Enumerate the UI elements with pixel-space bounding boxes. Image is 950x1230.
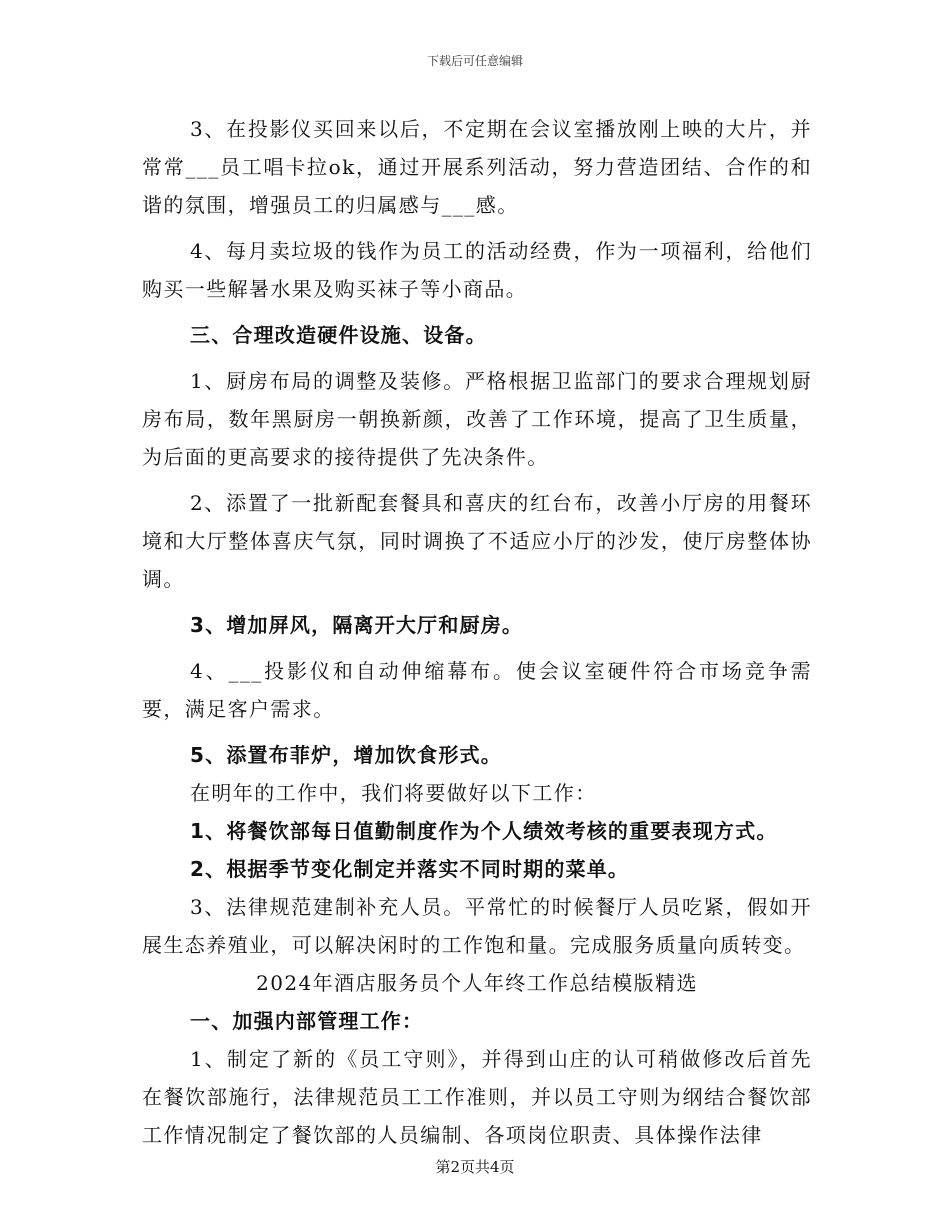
section-heading-internal-management: 一、加强内部管理工作：: [190, 1009, 424, 1033]
paragraph-projector-screen: 4、___投影仪和自动伸缩幕布。使会议室硬件符合市场竞争需要，满足客户需求。: [142, 659, 812, 721]
paragraph-staff-handbook: 1、制定了新的《员工守则》，并得到山庄的认可稍做修改后首先在餐饮部施行，法律规范员工工作准则，并以员工守则为纲结合餐饮部工作情况制定了餐饮部的人员编制、各项岗位职责、具体操作法律: [142, 1047, 812, 1147]
paragraph-buffet-stove: 5、添置布菲炉，增加饮食形式。: [190, 743, 502, 767]
paragraph-kitchen-layout: 1、厨房布局的调整及装修。严格根据卫监部门的要求合理规划厨房布局，数年黑厨房一朝换新颜，改善了工作环境，提高了卫生质量，为后面的更高要求的接待提供了先决条件。: [142, 369, 812, 469]
paragraph-duty-system: 1、将餐饮部每日值勤制度作为个人绩效考核的重要表现方式。: [190, 819, 778, 843]
paragraph-item-4-garbage-fund: 4、每月卖垃圾的钱作为员工的活动经费，作为一项福利，给他们购买一些解暑水果及购买袜子等小商品。: [142, 239, 812, 301]
paragraph-tableware: 2、添置了一批新配套餐具和喜庆的红台布，改善小厅房的用餐环境和大厅整体喜庆气氛，同时调换了不适应小厅的沙发，使厅房整体协调。: [142, 491, 812, 591]
paragraph-next-year-intro: 在明年的工作中，我们将要做好以下工作：: [190, 781, 597, 805]
page-footer: 第2页共4页: [435, 1158, 515, 1176]
section-heading-hardware: 三、合理改造硬件设施、设备。: [190, 323, 487, 347]
document-title: 2024年酒店服务员个人年终工作总结模版精选: [256, 971, 698, 995]
document-body: [142, 110, 812, 1154]
paragraph-item-3-projector: 3、在投影仪买回来以后，不定期在会议室播放刚上映的大片，并常常___员工唱卡拉ok，通过开展系列活动，努力营造团结、合作的和谐的氛围，增强员工的归属感与___感。: [142, 117, 812, 217]
paragraph-seasonal-menu: 2、根据季节变化制定并落实不同时期的菜单。: [190, 857, 630, 881]
page-header: 下载后可任意编辑: [426, 54, 523, 68]
paragraph-screen: 3、增加屏风，隔离开大厅和厨房。: [190, 613, 524, 637]
paragraph-staffing: 3、法律规范建制补充人员。平常忙的时候餐厅人员吃紧，假如开展生态养殖业，可以解决闲时的工作饱和量。完成服务质量向质转变。: [142, 895, 812, 957]
